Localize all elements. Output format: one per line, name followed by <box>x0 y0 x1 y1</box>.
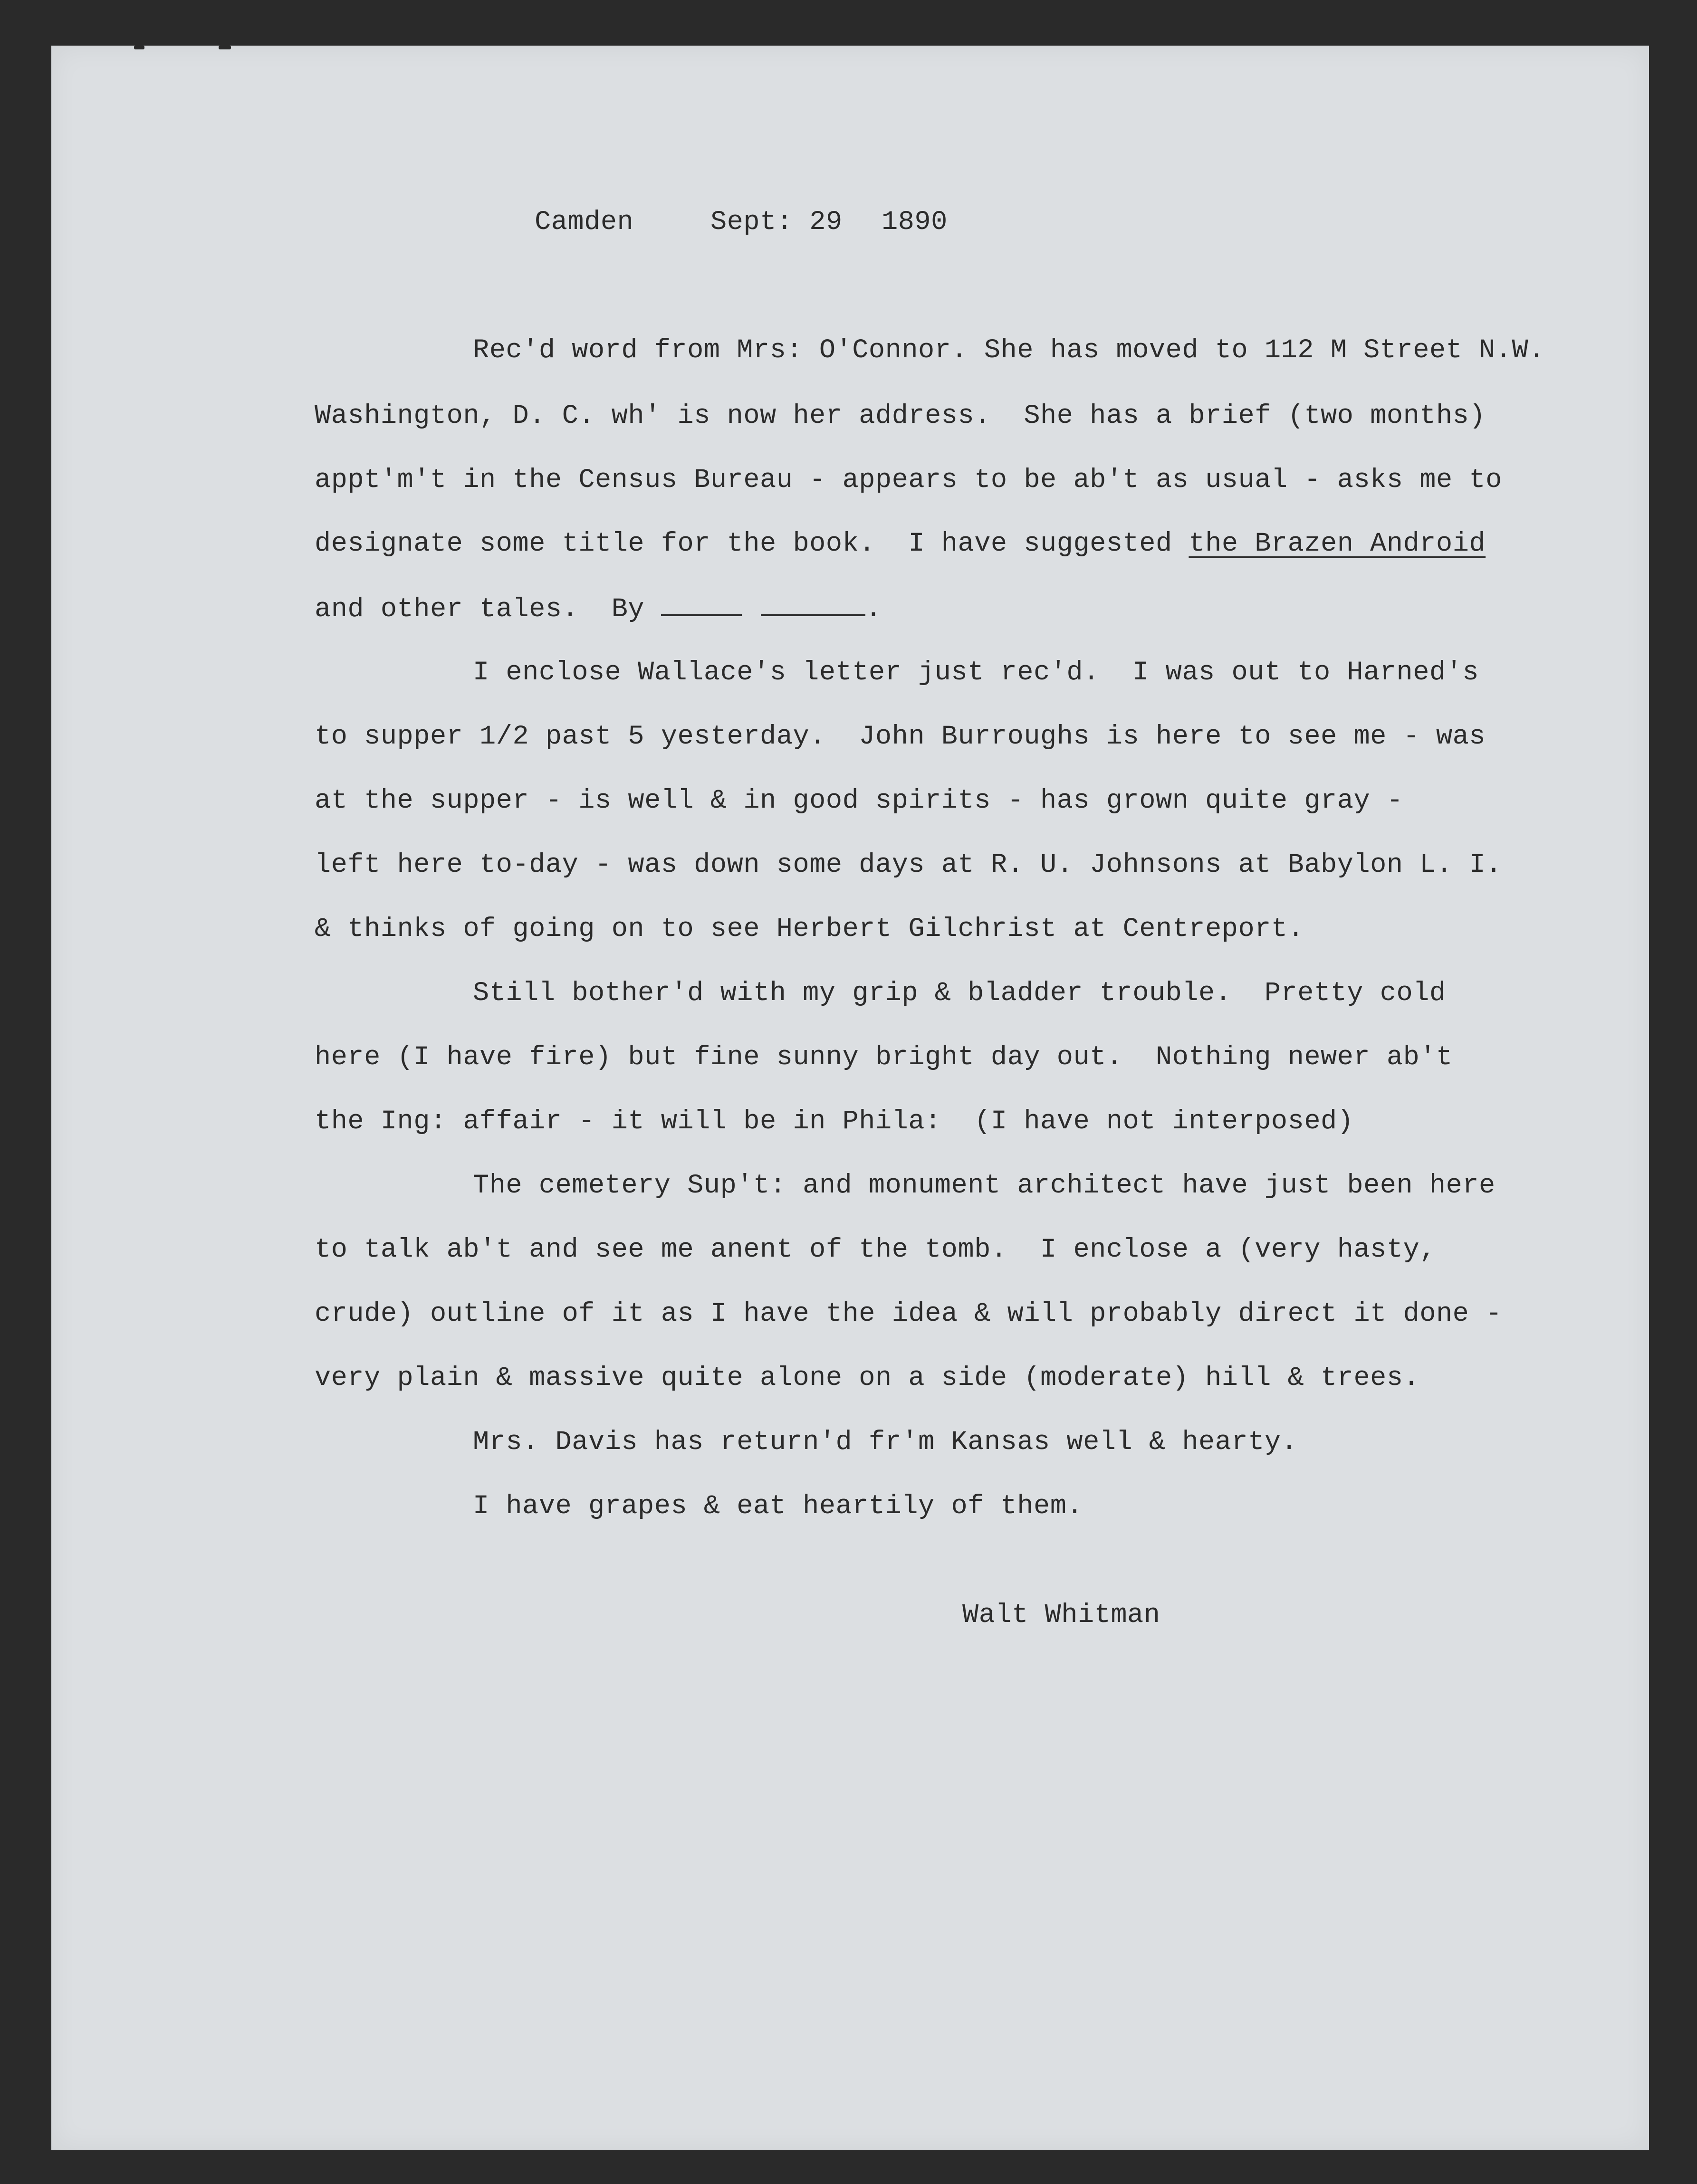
paragraph-3-line-3: the Ing: affair - it will be in Phila: (I have not interposed) <box>315 1106 1354 1137</box>
paragraph-1-line-4-text: designate some title for the book. I have suggested <box>315 529 1189 559</box>
paragraph-1-line-5-text: and other tales. By <box>315 594 661 625</box>
paragraph-4-line-1: The cemetery Sup't: and monument architect have just been here <box>473 1171 1496 1201</box>
paragraph-1-line-2: Washington, D. C. wh' is now her address. She has a brief (two months) <box>315 401 1486 431</box>
paragraph-1-line-3: appt'm't in the Census Bureau - appears to be ab't as usual - asks me to <box>315 465 1502 496</box>
heading-place: Camden <box>535 207 634 238</box>
paragraph-2-line-1: I enclose Wallace's letter just rec'd. I was out to Harned's <box>473 658 1479 688</box>
heading-date: Sept: 29 <box>710 207 843 238</box>
paragraph-2-line-3: at the supper - is well & in good spirits - has grown quite gray - <box>315 786 1403 816</box>
paragraph-6-line-1: I have grapes & eat heartily of them. <box>473 1491 1083 1522</box>
paragraph-1-line-5-end: . <box>865 594 882 625</box>
paragraph-4-line-2: to talk ab't and see me anent of the tomb. I enclose a (very hasty, <box>315 1235 1436 1265</box>
signature: Walt Whitman <box>962 1600 1160 1631</box>
author-blank-last <box>761 595 865 616</box>
suggested-book-title: the Brazen Android <box>1189 529 1486 559</box>
author-blank-first <box>661 595 742 616</box>
paragraph-2-line-4: left here to-day - was down some days at R. U. Johnsons at Babylon L. I. <box>315 850 1502 880</box>
paragraph-1-line-1: Rec'd word from Mrs: O'Connor. She has moved to 112 M Street N.W. <box>473 335 1545 366</box>
paragraph-5-line-1: Mrs. Davis has return'd fr'm Kansas well & hearty. <box>473 1427 1298 1458</box>
paragraph-1-line-4 <box>315 531 1486 558</box>
paragraph-2-line-5: & thinks of going on to see Herbert Gilchrist at Centreport. <box>315 914 1304 944</box>
edge-mark <box>134 46 144 49</box>
edge-mark <box>219 46 231 49</box>
paragraph-2-line-2: to supper 1/2 past 5 yesterday. John Burroughs is here to see me - was <box>315 722 1486 752</box>
paragraph-1-line-5 <box>315 595 882 623</box>
paragraph-4-line-4: very plain & massive quite alone on a side (moderate) hill & trees. <box>315 1363 1420 1393</box>
paragraph-3-line-1: Still bother'd with my grip & bladder trouble. Pretty cold <box>473 978 1446 1009</box>
paragraph-4-line-3: crude) outline of it as I have the idea & will probably direct it done - <box>315 1299 1502 1329</box>
heading-year: 1890 <box>882 207 948 238</box>
paragraph-3-line-2: here (I have fire) but fine sunny bright day out. Nothing newer ab't <box>315 1042 1453 1073</box>
